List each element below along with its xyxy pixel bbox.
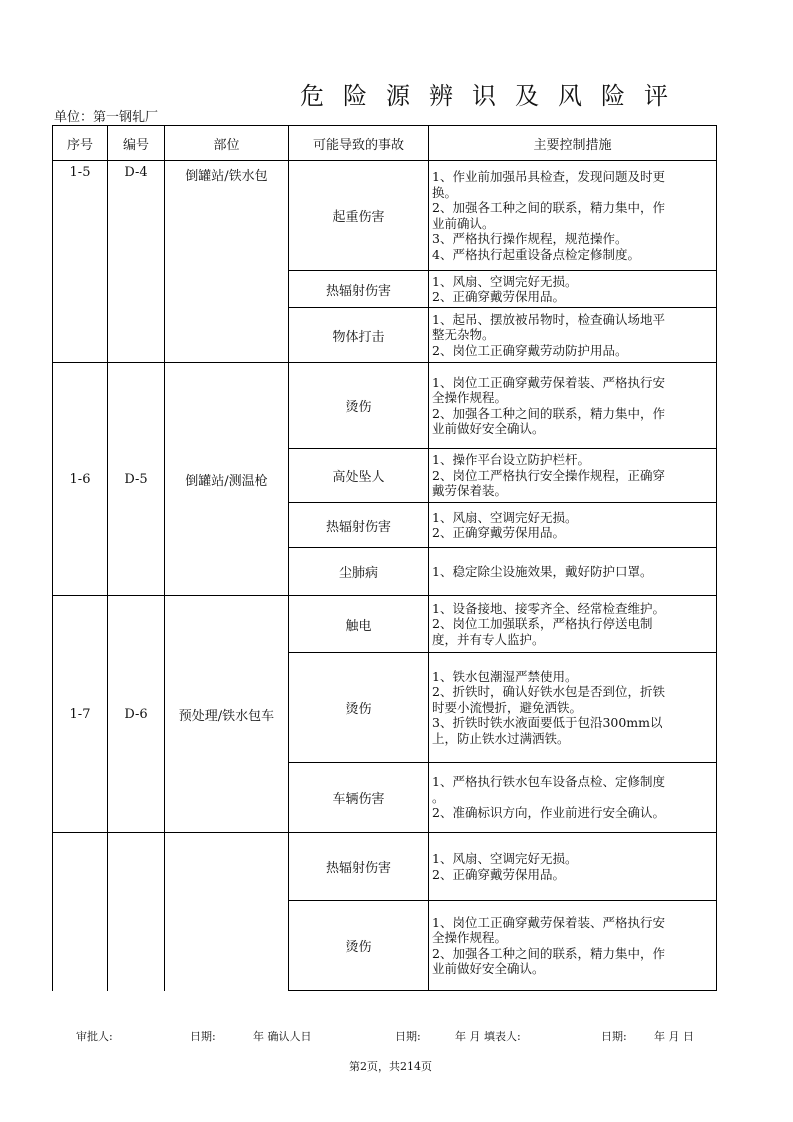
group-seq [52,832,108,991]
measures-cell-text: 1、铁水包潮湿严禁使用。 2、折铁时，确认好铁水包是否到位，折铁 时要小流慢折，避免洒铁。 3、折铁时铁水液面要低于包沿300mm以 上，防止铁水过满洒铁。 [432,668,665,746]
accident-cell-text: 烫伤 [345,702,372,717]
accident-cell-text: 热辐射伤害 [325,283,391,299]
accident-cell [288,832,429,901]
measures-cell-text: 1、起吊、摆放被吊物时，检查确认场地平 整无杂物。 2、岗位工正确穿戴劳动防护用品。 [432,311,665,358]
group-location-text: 预处理/铁水包车 [178,708,275,724]
group-code [107,362,165,596]
accident-cell [288,547,429,596]
accident-cell-text: 车辆伤害 [332,792,385,807]
accident-cell [288,307,429,363]
group-code-text: D-6 [124,706,148,722]
group-seq-text: 1-6 [69,471,91,487]
group-code [107,160,165,363]
measures-cell [428,652,717,763]
group-location [164,832,289,991]
measures-cell-text: 1、风扇、空调完好无损。 2、正确穿戴劳保用品。 [432,273,578,304]
accident-cell [288,502,429,548]
group-location-text: 倒罐站/测温枪 [185,473,268,489]
measures-cell [428,307,717,363]
filler-label: 年 月 填表人: [455,1030,521,1043]
measures-cell-text: 1、严格执行铁水包车设备点检、定修制度 。 2、准确标识方向，作业前进行安全确认。 [432,774,665,821]
measures-cell [428,547,717,596]
date-ymd-3: 年 月 日 [654,1030,694,1043]
measures-cell [428,270,717,308]
date-label-1: 日期: [190,1030,216,1043]
group-code [107,595,165,833]
group-seq [52,595,108,833]
group-code-text: D-4 [124,165,148,180]
accident-cell-text: 烫伤 [345,940,372,955]
accident-cell-text: 热辐射伤害 [325,519,391,535]
accident-cell-text: 触电 [345,618,372,634]
accident-cell-text: 高处坠人 [332,470,385,485]
unit-label: 单位：第一钢轧厂 [54,110,159,125]
accident-cell [288,270,429,308]
accident-cell [288,762,429,833]
confirmer-label: 年 确认人日 [253,1030,312,1043]
group-seq [52,362,108,596]
accident-cell [288,362,429,449]
measures-cell [428,762,717,833]
group-seq-text: 1-7 [69,706,91,722]
accident-cell-text: 烫伤 [345,400,372,415]
measures-cell [428,448,717,503]
date-label-3: 日期: [601,1030,627,1043]
header-cell-text: 序号 [66,137,93,153]
measures-cell-text: 1、稳定除尘设施效果，戴好防护口罩。 [432,563,653,579]
page-title: 危险源辨识及风险评 [300,82,687,110]
measures-cell-text: 1、作业前加强吊具检查，发现问题及时更 换。 2、加强各工种之间的联系，精力集中，作 业前确认。 3、严格执行操作规程，规范操作。 4、严格执行起重设备点检定修制度。 [432,169,665,262]
group-seq-text: 1-5 [69,165,91,180]
measures-cell [428,160,717,271]
header-cell [107,125,165,161]
accident-cell [288,652,429,763]
group-code [107,832,165,991]
group-seq [52,160,108,363]
header-cell [52,125,108,161]
header-cell [164,125,289,161]
accident-cell [288,160,429,271]
group-location [164,595,289,833]
accident-cell-text: 物体打击 [332,329,385,345]
measures-cell-text: 1、设备接地、接零齐全、经常检查维护。 2、岗位工加强联系，严格执行停送电制 度，并有专人监护。 [432,600,665,647]
accident-cell-text: 热辐射伤害 [325,861,391,876]
group-code-text: D-5 [124,471,148,487]
measures-cell-text: 1、操作平台设立防护栏杆。 2、岗位工严格执行安全操作规程，正确穿 戴劳保着装。 [432,452,665,499]
group-location [164,160,289,363]
accident-cell [288,900,429,991]
group-location-text: 倒罐站/铁水包 [185,169,268,184]
accident-cell-text: 起重伤害 [332,210,385,225]
accident-cell [288,595,429,653]
measures-cell [428,595,717,653]
measures-cell [428,832,717,901]
header-cell [428,125,717,161]
measures-cell [428,502,717,548]
measures-cell-text: 1、风扇、空调完好无损。 2、正确穿戴劳保用品。 [432,509,578,540]
measures-cell-text: 1、岗位工正确穿戴劳保着装、严格执行安 全操作规程。 2、加强各工种之间的联系，精力集中，作 业前做好安全确认。 [432,914,665,976]
group-location [164,362,289,596]
header-cell [288,125,429,161]
header-cell-text: 可能导致的事故 [312,137,404,153]
header-cell-text: 部位 [213,137,240,153]
header-cell-text: 编号 [122,137,149,153]
approver-label: 审批人: [76,1030,113,1043]
measures-cell-text: 1、风扇、空调完好无损。 2、正确穿戴劳保用品。 [432,851,578,882]
header-cell-text: 主要控制措施 [533,137,612,153]
accident-cell [288,448,429,503]
measures-cell [428,362,717,449]
measures-cell [428,900,717,991]
measures-cell-text: 1、岗位工正确穿戴劳保着装、严格执行安 全操作规程。 2、加强各工种之间的联系，精力集中，作 业前做好安全确认。 [432,374,665,436]
page-number: 第2页，共214页 [349,1060,432,1073]
accident-cell-text: 尘肺病 [338,566,378,581]
date-label-2: 日期: [395,1030,421,1043]
